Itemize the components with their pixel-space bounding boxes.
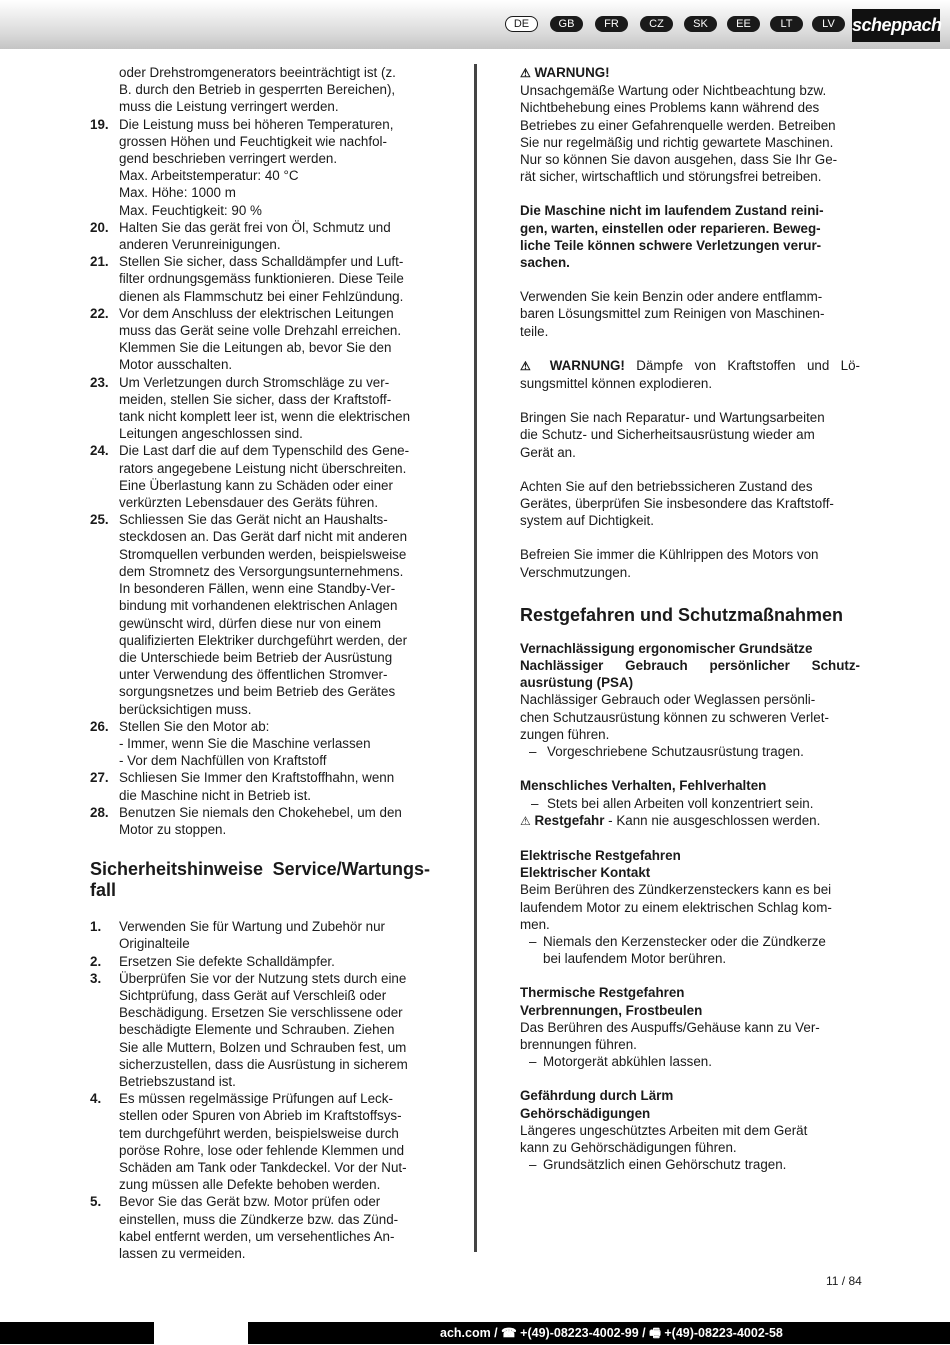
text-line: Um Verletzungen durch Stromschläge zu ver-: [119, 374, 390, 390]
text-line: Befreien Sie immer die Kühlrippen des Motors von: [520, 547, 819, 563]
item-number: 25.: [90, 512, 109, 528]
item-number: 2.: [90, 953, 102, 969]
text-line: chen Schutzausrüstung können zu schweren Verlet-: [520, 709, 829, 725]
page-header: [0, 0, 950, 49]
item-number: 27.: [90, 770, 109, 786]
text-line: brennungen führen.: [520, 1036, 637, 1052]
list-item: [90, 511, 430, 717]
text-line: sorgungsnetzes und beim Betrieb des Gerätes: [119, 684, 396, 700]
list-item: [90, 305, 430, 374]
subheading: Gehörschädigungen: [520, 1105, 651, 1121]
ergonomics-text: [520, 691, 860, 743]
text-line: Gerätes, überprüfen Sie insbesondere das Kraftstoff-: [520, 496, 834, 512]
text-line: Schäden am Tank oder Tankdeckel. Vor der Nut-: [119, 1159, 407, 1175]
text-line: Stellen Sie sicher, dass Schalldämpfer und Luft-: [119, 254, 404, 270]
right-column: [520, 64, 860, 1173]
text-line: gen, warten, einstellen oder reparieren. Beweg-: [520, 220, 821, 236]
lang-tab-ee[interactable]: EE: [727, 16, 760, 32]
item-number: 1.: [90, 919, 102, 935]
text-line: Klemmen Sie die Leitungen ab, bevor Sie den: [119, 340, 392, 356]
list-item: [90, 116, 430, 219]
dash-item: [520, 1053, 860, 1070]
text-line: oder Drehstromgenerators beeinträchtigt ist (z.: [119, 65, 396, 80]
list-item: [90, 804, 430, 838]
text-line: Betriebes zu einer Gefahrenquelle werden. Betreiben: [520, 117, 836, 133]
footer-blank-segment: [154, 1322, 248, 1344]
text-line: verkürzten Lebensdauer des Geräts führen.: [119, 495, 379, 511]
text-line: unter Verwendung des öffentlichen Stromver-: [119, 667, 388, 683]
subheading: Gefährdung durch Lärm: [520, 1088, 674, 1104]
item-number: 26.: [90, 718, 109, 734]
list-item: [90, 769, 430, 803]
warning-icon: ⚠: [520, 358, 539, 373]
text-line: poröse Rohre, lose oder fehlende Klemmen und: [119, 1142, 405, 1158]
text-line: Überprüfen Sie vor der Nutzung stets durch eine: [119, 970, 407, 986]
text-line: Nichtbehebung eines Problems kann während des: [520, 100, 820, 116]
text-line: Nachlässiger Gebrauch oder Weglassen persönli-: [520, 692, 816, 708]
left-column: [90, 64, 430, 1262]
text-line: berücksichtigen muss.: [119, 701, 252, 717]
item-number: 21.: [90, 254, 109, 270]
text-line: Originalteile: [119, 936, 190, 952]
text-line: die Unterschiede beim Betrieb der Ausrüstung: [119, 649, 393, 665]
text-span: Dämpfe von Kraftstoffen und Lö-: [624, 357, 860, 373]
warning-heading: [520, 64, 860, 82]
warning-text: [520, 82, 860, 185]
text-line: Motor zu stoppen.: [119, 821, 227, 837]
text-line: Beschädigung. Ersetzen Sie verschlissene oder: [119, 1005, 403, 1021]
text-line: baren Lösungsmittel zum Reinigen von Maschinen-: [520, 306, 825, 322]
list-item: [90, 718, 430, 770]
warning-icon: ⚠: [520, 66, 531, 80]
section-title-service: [90, 859, 430, 901]
cooling-paragraph: [520, 546, 860, 580]
lang-tab-cz[interactable]: CZ: [640, 16, 673, 32]
subheading: Menschliches Verhalten, Fehlverhalten: [520, 778, 767, 794]
text-line: laufendem Motor zu einem elektrischen Schlag kom-: [520, 899, 832, 915]
text-line: Ersetzen Sie defekte Schalldämpfer.: [119, 953, 335, 969]
dash-bullet: –: [529, 744, 537, 760]
text-line: die Schutz- und Sicherheitsausrüstung wieder am: [520, 427, 815, 443]
text-line: Motor ausschalten.: [119, 357, 233, 373]
footer-contact: ach.com / ☎ +(49)-08223-4002-99 / 🖷 +(49)-08223-4002-58: [440, 1326, 783, 1340]
brand-logo: scheppach: [852, 9, 940, 42]
section-title-residual-risks: Restgefahren und Schutzmaßnahmen: [520, 604, 844, 625]
dash-item: [520, 1156, 860, 1173]
text-line: muss die Leistung verringert werden.: [119, 99, 339, 115]
condition-paragraph: [520, 478, 860, 530]
text-line: Schliesen Sie Immer den Kraftstoffhahn, wenn: [119, 770, 395, 786]
warning-label: WARNUNG!: [534, 65, 610, 80]
text-line: Leitungen angeschlossen sind.: [119, 426, 303, 442]
text-line: Bevor Sie das Gerät bzw. Motor prüfen oder: [119, 1194, 381, 1210]
text-line: Nur so können Sie davon ausgehen, dass Sie Ihr Ge-: [520, 152, 838, 168]
subheading: Nachlässiger Gebrauch persönlicher Schutz-: [520, 658, 860, 674]
thermal-text: [520, 1019, 860, 1053]
text-line: kabel entfernt werden, um versehentliches An-: [119, 1228, 395, 1244]
list-item: [90, 219, 430, 253]
lang-tab-fr[interactable]: FR: [595, 16, 628, 32]
item-number: 5.: [90, 1194, 102, 1210]
text-line: filter ordnungsgemäss funktionieren. Diese Teile: [119, 271, 404, 287]
text-line: meiden, stellen Sie sicher, dass der Kraftstoff-: [119, 391, 392, 407]
text-line: grossen Höhen und Feuchtigkeit wie nachfol-: [119, 133, 387, 149]
text-line: qualifizierten Elektriker durchgeführt werden, der: [119, 632, 408, 648]
text-line: anderen Verunreinigungen.: [119, 237, 281, 253]
text-line: bei laufendem Motor berühren.: [543, 951, 727, 967]
text-line: teile.: [520, 323, 549, 339]
text-line: Halten Sie das gerät frei von Öl, Schmutz und: [119, 219, 391, 235]
text-line: tank nicht komplett leer ist, wenn die elektrischen: [119, 409, 411, 425]
text-span: Restgefahr: [534, 812, 605, 828]
list-item: [90, 953, 430, 970]
text-span: Vorgeschriebene Schutzausrüstung tragen.: [547, 744, 804, 760]
text-line: Verwenden Sie kein Benzin oder andere entflamm-: [520, 289, 823, 305]
list-item: [90, 970, 430, 1090]
subheading: Verbrennungen, Frostbeulen: [520, 1002, 703, 1018]
text-span: Motorgerät abkühlen lassen.: [543, 1054, 712, 1070]
text-line: Beim Berühren des Zündkerzensteckers kann es bei: [520, 882, 832, 898]
text-line: kann zu Gehörschädigungen führen.: [520, 1139, 737, 1155]
text-line: rators angegebene Leistung nicht überschreiten.: [119, 460, 407, 476]
electric-text: [520, 881, 860, 933]
text-line: Längeres ungeschütztes Arbeiten mit dem Gerät: [520, 1122, 808, 1138]
subheading: ausrüstung (PSA): [520, 675, 634, 691]
text-line: Verschmutzungen.: [520, 564, 631, 580]
list-item: [90, 374, 430, 443]
text-line: B. durch den Betrieb in gesperrten Bereichen),: [119, 82, 396, 98]
text-line: Eine Überlastung kann zu Schäden oder einer: [119, 477, 393, 493]
text-line: In besonderen Fällen, wenn eine Standby-Ver-: [119, 581, 396, 597]
text-line: Max. Höhe: 1000 m: [119, 185, 236, 201]
lang-tab-sk[interactable]: SK: [684, 16, 717, 32]
text-line: sachen.: [520, 255, 570, 271]
text-line: lassen zu vermeiden.: [119, 1246, 246, 1261]
item-number: 4.: [90, 1091, 102, 1107]
text-line: system auf Dichtigkeit.: [520, 513, 654, 529]
warning-icon: ⚠: [520, 813, 531, 828]
lang-tab-lt[interactable]: LT: [770, 16, 803, 32]
text-line: Die Maschine nicht im laufendem Zustand reini-: [520, 203, 824, 219]
text-line: Unsachgemäße Wartung oder Nichtbeachtung bzw.: [520, 83, 827, 99]
item-number: 19.: [90, 116, 109, 132]
text-line: rät sicher, wirtschaftlich und störungsfrei betreiben.: [520, 169, 822, 185]
text-line: Gerät an.: [520, 444, 576, 460]
benzin-paragraph: [520, 288, 860, 340]
lang-tab-de[interactable]: DE: [505, 16, 538, 32]
text-line: Das Berühren des Auspuffs/Gehäuse kann zu Ver-: [520, 1019, 820, 1035]
item-number: 28.: [90, 804, 109, 820]
text-line: Schliessen Sie das Gerät nicht an Haushalts-: [119, 512, 388, 528]
text-line: Es müssen regelmässige Prüfungen auf Leck-: [119, 1091, 393, 1107]
text-line: gewünscht wird, dürfen diese nur von einem: [119, 615, 382, 631]
subheading: Elektrischer Kontakt: [520, 865, 651, 881]
text-line: gend beschrieben verringert werden.: [119, 151, 338, 167]
dash-bullet: –: [529, 1157, 537, 1173]
text-line: dienen als Flammschutz bei einer Fehlzündung.: [119, 288, 404, 304]
service-list: [90, 918, 430, 1262]
list-item: [90, 253, 430, 305]
list-item: [90, 1193, 430, 1262]
item-number: 3.: [90, 970, 102, 986]
warning-vapors: [520, 357, 860, 392]
text-line: einstellen, muss die Zündkerze bzw. das Zünd-: [119, 1211, 399, 1227]
list-item: [90, 918, 430, 952]
intro-paragraph: [90, 64, 430, 116]
subheading: Thermische Restgefahren: [520, 985, 685, 1001]
warning-label: WARNUNG!: [549, 357, 625, 373]
text-line: Die Leistung muss bei höheren Temperaturen,: [119, 116, 394, 132]
column-divider: [474, 64, 477, 1252]
repair-paragraph: [520, 409, 860, 461]
text-line: Sie alle Muttern, Bolzen und Schrauben fest, um: [119, 1039, 407, 1055]
dash-bullet: –: [529, 933, 537, 949]
text-line: - Vor dem Nachfüllen von Kraftstoff: [119, 753, 327, 769]
title-line: fall: [90, 880, 117, 901]
item-number: 20.: [90, 219, 109, 235]
item-number: 24.: [90, 443, 109, 459]
lang-tab-gb[interactable]: GB: [550, 16, 583, 32]
text-line: sungsmittel können explodieren.: [520, 376, 713, 392]
text-line: Max. Arbeitstemperatur: 40 °C: [119, 168, 299, 184]
text-line: Betriebszustand ist.: [119, 1073, 236, 1089]
text-line: muss das Gerät seine volle Drehzahl erreichen.: [119, 323, 402, 339]
text-line: Max. Feuchtigkeit: 90 %: [119, 202, 262, 218]
residual-risk-line: [520, 812, 860, 830]
text-line: zungen führen.: [520, 726, 610, 742]
text-line: Niemals den Kerzenstecker oder die Zündkerze: [543, 933, 826, 949]
text-line: Benutzen Sie niemals den Chokehebel, um den: [119, 804, 402, 820]
title-line: Sicherheitshinweise Service/Wartungs-: [90, 859, 430, 880]
text-line: stellen oder Spuren von Abrieb im Kraftstoffsys-: [119, 1108, 402, 1124]
text-line: Stromquellen verbunden werden, beispielsweise: [119, 546, 407, 562]
dash-item: [520, 743, 860, 760]
dash-bullet: –: [531, 795, 539, 811]
text-line: sicherzustellen, dass die Ausrüstung in sicherem: [119, 1056, 408, 1072]
list-item: [90, 1090, 430, 1193]
text-line: Die Last darf die auf dem Typenschild des Gene-: [119, 443, 410, 459]
text-line: steckdosen an. Das Gerät darf nicht mit anderen: [119, 529, 408, 545]
lang-tab-lv[interactable]: LV: [812, 16, 845, 32]
text-line: bindung mit vorhandenen elektrischen Anlagen: [119, 598, 398, 614]
text-line: - Immer, wenn Sie die Maschine verlassen: [119, 735, 371, 751]
text-line: Sichtprüfung, dass Gerät auf Verschleiß oder: [119, 987, 387, 1003]
list-item: [90, 442, 430, 511]
safety-list: [90, 116, 430, 839]
text-line: tem durchgeführt werden, beispielsweise durch: [119, 1125, 399, 1141]
noise-text: [520, 1122, 860, 1156]
text-span: Stets bei allen Arbeiten voll konzentriert sein.: [547, 795, 814, 811]
dash-item: [520, 795, 860, 812]
bold-warning-paragraph: [520, 202, 860, 271]
text-line: die Maschine nicht in Betrieb ist.: [119, 787, 312, 803]
text-line: men.: [520, 916, 550, 932]
page-number: 11 / 84: [826, 1274, 862, 1288]
item-number: 23.: [90, 374, 109, 390]
text-line: Sie nur regelmäßig und richtig gewartete Maschinen.: [520, 134, 834, 150]
text-span: - Kann nie ausgeschlossen werden.: [604, 812, 821, 828]
text-span: Grundsätzlich einen Gehörschutz tragen.: [543, 1157, 787, 1173]
text-line: Verwenden Sie für Wartung und Zubehör nur: [119, 919, 385, 935]
subheading: Elektrische Restgefahren: [520, 847, 681, 863]
dash-bullet: –: [529, 1054, 537, 1070]
item-number: 22.: [90, 305, 109, 321]
text-line: Bringen Sie nach Reparatur- und Wartungsarbeiten: [520, 410, 825, 426]
text-line: Vor dem Anschluss der elektrischen Leitungen: [119, 305, 394, 321]
text-line: Achten Sie auf den betriebssicheren Zustand des: [520, 478, 813, 494]
text-line: zung müssen alle Defekte behoben werden.: [119, 1177, 381, 1193]
text-line: liche Teile können schwere Verletzungen verur-: [520, 237, 822, 253]
text-line: beschädigte Elemente und Schrauben. Ziehen: [119, 1022, 395, 1038]
text-line: Stellen Sie den Motor ab:: [119, 718, 270, 734]
dash-item: [520, 933, 860, 967]
text-line: dem Stromnetz des Versorgungsunternehmens.: [119, 563, 404, 579]
subheading: Vernachlässigung ergonomischer Grundsätze: [520, 640, 813, 656]
